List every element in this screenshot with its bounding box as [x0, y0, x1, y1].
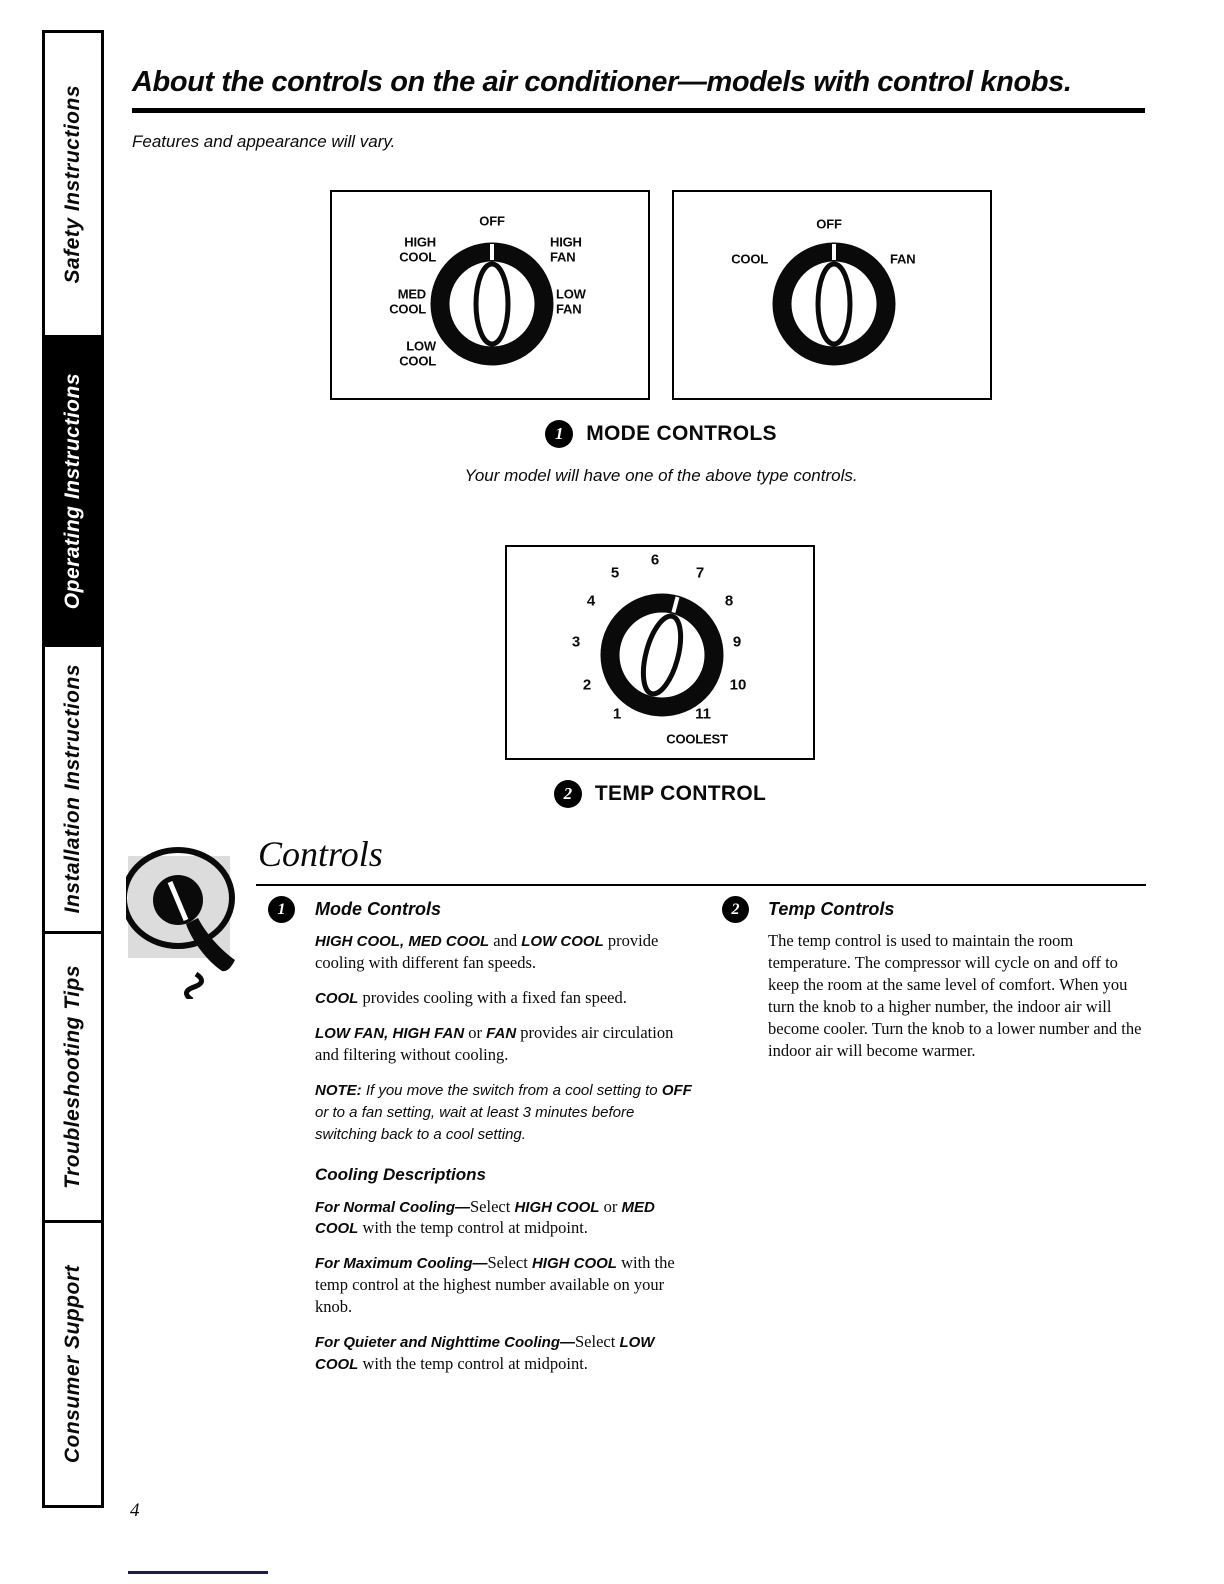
sidebar [42, 30, 104, 1508]
temp-control-panel [505, 545, 815, 760]
temp-knob-icon [592, 585, 732, 725]
temp-number: 9 [732, 633, 742, 651]
coolest-label: COOLEST [666, 731, 728, 747]
temp-number: 5 [610, 564, 620, 582]
page-title: About the controls on the air conditioner—models with control knobs. [132, 66, 1072, 98]
temp-number: 4 [586, 592, 596, 610]
temp-number: 10 [729, 676, 747, 694]
controls-section-heading: Controls [258, 834, 383, 874]
mode-knob-panel-a [330, 190, 650, 400]
badge-1-icon: 1 [545, 420, 573, 448]
temp-number: 8 [724, 592, 734, 610]
sidebar-item-label: Safety Instructions [61, 84, 84, 284]
note-paragraph: NOTE: If you move the switch from a cool setting to OFF or to a fan setting, wait at least 3 minutes before switching back to a cool setting. [315, 1081, 692, 1143]
knob-hand-illustration [126, 834, 256, 999]
sidebar-item-label: Troubleshooting Tips [61, 965, 84, 1189]
mode-controls-note: Your model will have one of the above type controls. [464, 466, 858, 485]
badge-1-icon: 1 [268, 896, 295, 923]
knob-label-low-fan: LOW FAN [556, 286, 586, 316]
sidebar-item-operating-instructions [42, 335, 104, 647]
sidebar-item-label: Consumer Support [61, 1264, 84, 1464]
knob-label-high-fan: HIGH FAN [550, 234, 582, 264]
paragraph: For Maximum Cooling—Select HIGH COOL with the temp control at the highest number available on your knob. [315, 1253, 675, 1317]
paragraph: For Normal Cooling—Select HIGH COOL or MED COOL with the temp control at midpoint. [315, 1196, 655, 1238]
knob-label-fan: FAN [890, 251, 916, 267]
sidebar-item-consumer-support [42, 1220, 104, 1508]
temp-number: 1 [612, 705, 622, 723]
temp-control-caption [420, 780, 900, 808]
footer-rule [128, 1571, 268, 1574]
badge-2-icon: 2 [722, 896, 749, 923]
temp-control-caption-label: TEMP CONTROL [594, 782, 767, 805]
sidebar-item-label: Operating Instructions [61, 372, 84, 610]
paragraph: For Quieter and Nighttime Cooling—Select LOW COOL with the temp control at midpoint. [315, 1332, 655, 1374]
mode-controls-caption-label: MODE CONTROLS [586, 422, 777, 445]
knob-label-off: OFF [479, 213, 505, 229]
mode-knob-panel-b [672, 190, 992, 400]
mode-controls-heading: Mode Controls [315, 899, 441, 919]
mode-knob-icon [764, 234, 904, 374]
mode-knob-icon [422, 234, 562, 374]
temp-number: 7 [695, 564, 705, 582]
temp-controls-text [768, 930, 1153, 1075]
sidebar-item-safety-instructions [42, 30, 104, 338]
sidebar-item-installation-instructions [42, 644, 104, 934]
temp-controls-heading: Temp Controls [768, 899, 895, 919]
temp-number: 6 [650, 551, 660, 569]
knob-label-low-cool: LOW COOL [399, 338, 436, 368]
sidebar-item-troubleshooting-tips [42, 931, 104, 1223]
temp-number: 2 [582, 676, 592, 694]
temp-number: 3 [571, 633, 581, 651]
badge-2-icon: 2 [554, 780, 582, 808]
paragraph: LOW FAN, HIGH FAN or FAN provides air circulation and filtering without cooling. [315, 1022, 674, 1064]
cooling-descriptions-heading: Cooling Descriptions [315, 1164, 486, 1184]
paragraph: The temp control is used to maintain the room temperature. The compressor will cycle on and off to keep the room at the same level of comfort. When you turn the knob to a higher number, the indoor air will become cooler. Turn the knob to a lower number and the indoor air will become warmer. [768, 931, 1142, 1060]
knob-label-off: OFF [816, 216, 842, 232]
title-rule [132, 108, 1145, 113]
mode-controls-text [315, 930, 697, 1388]
sidebar-item-label: Installation Instructions [61, 664, 84, 914]
knob-label-cool: COOL [731, 251, 768, 267]
knob-label-med-cool: MED COOL [389, 286, 426, 316]
page-subtitle: Features and appearance will vary. [132, 132, 396, 151]
mode-controls-caption [330, 420, 992, 448]
temp-number: 11 [695, 705, 711, 723]
paragraph: COOL provides cooling with a fixed fan speed. [315, 987, 627, 1007]
page-number: 4 [130, 1500, 140, 1521]
paragraph: HIGH COOL, MED COOL and LOW COOL provide cooling with different fan speeds. [315, 931, 659, 972]
controls-section-rule [256, 884, 1146, 886]
knob-label-high-cool: HIGH COOL [399, 234, 436, 264]
